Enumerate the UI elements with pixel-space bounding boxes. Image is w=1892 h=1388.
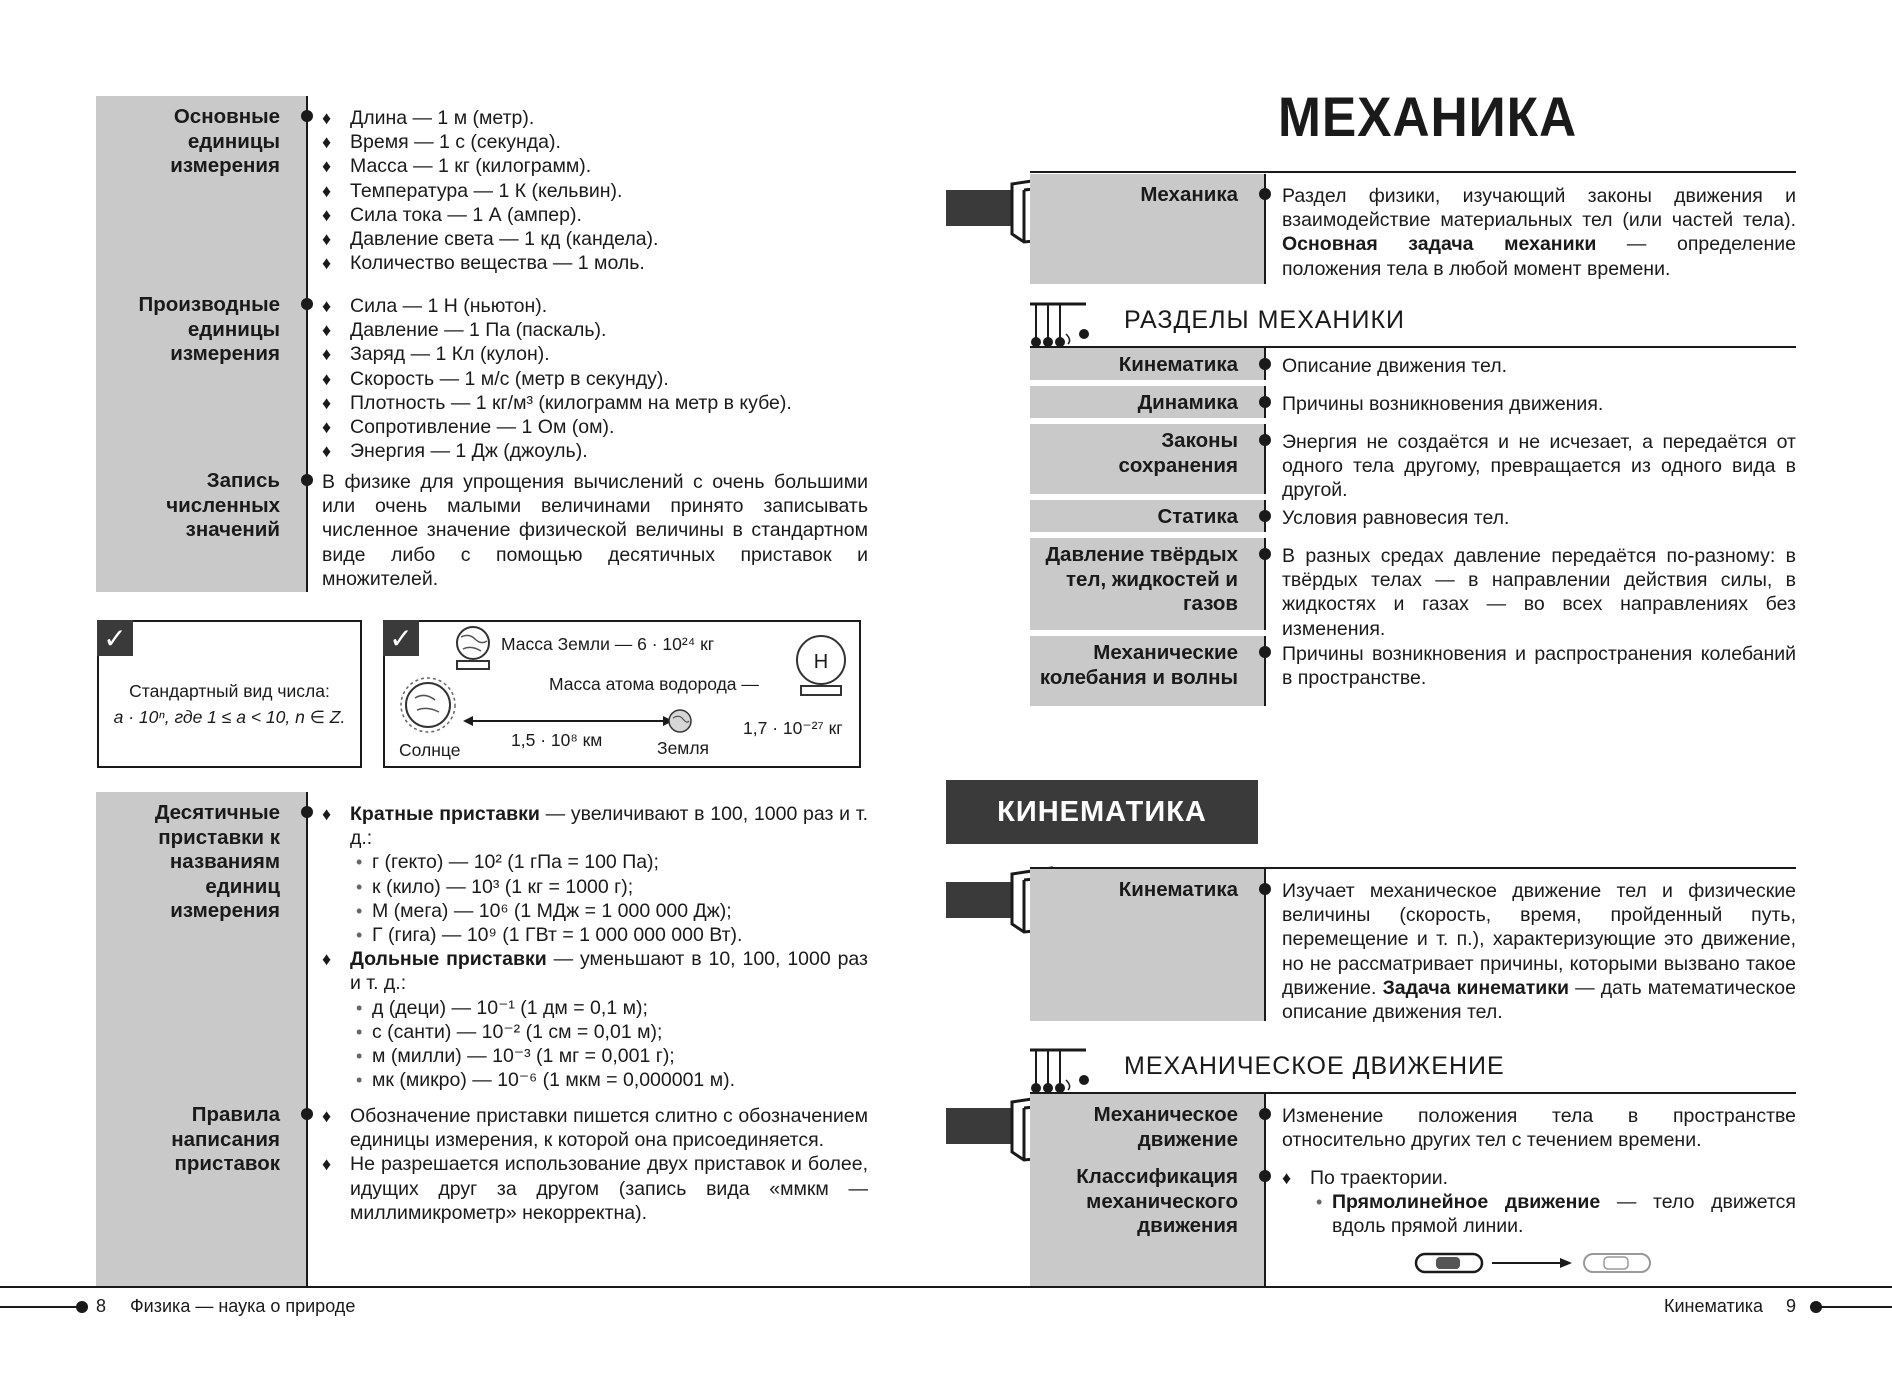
classification-label: Классификация механического движения xyxy=(1030,1156,1266,1286)
sun-label: Солнце xyxy=(399,740,461,760)
derived-units-block xyxy=(96,284,868,463)
list-item: ♦ Сила — 1 Н (ньютон). xyxy=(322,294,868,318)
bullet-dot-icon xyxy=(1257,1168,1273,1184)
list-item: ♦ Температура — 1 К (кельвин). xyxy=(322,179,868,203)
bullet-dot-icon xyxy=(1257,881,1273,897)
bullet-dot-icon xyxy=(299,804,315,820)
list-item: ♦ Скорость — 1 м/с (метр в секунду). xyxy=(322,367,868,391)
list-item: ♦ Количество вещества — 1 моль. xyxy=(322,251,868,275)
motion-text: Изменение положения тела в пространстве относительно других тел с течением времени. xyxy=(1282,1105,1796,1152)
kinematics-label: Кинематика xyxy=(1030,869,1266,1021)
section-row xyxy=(1030,538,1796,640)
prefix-rules-block xyxy=(96,1094,868,1286)
earth-label: Земля xyxy=(657,738,710,758)
basic-units-block xyxy=(96,96,868,284)
mechanics-top-rule xyxy=(1030,171,1796,173)
hydrogen-atom-scale-icon xyxy=(791,632,851,698)
standard-form-box xyxy=(97,620,362,768)
prefix-item: • д (деци) — 10⁻¹ (1 дм = 0,1 м); xyxy=(350,996,868,1020)
mechanics-text: Раздел физики, изучающий законы движения и взаимодействие материальных тел (или частей тела). Основная задача механики — определение положения тела в любой момент времени. xyxy=(1282,185,1796,280)
bullet-dot-icon xyxy=(1257,394,1273,410)
bullet-dot-icon xyxy=(1257,432,1273,448)
prefixes-content xyxy=(308,792,868,1094)
earth-mass-text: Масса Земли — 6 · 10²⁴ кг xyxy=(501,634,715,654)
hydrogen-mass-label: Масса атома водорода — xyxy=(549,674,759,694)
rectilinear-motion-item: • Прямолинейное движение — тело движется вдоль прямой линии. xyxy=(1310,1190,1796,1238)
list-item: ♦ Давление света — 1 кд (кандела). xyxy=(322,227,868,251)
standard-form-formula: a · 10ⁿ, где 1 ≤ a < 10, n ∈ Z. xyxy=(113,707,346,727)
spacer xyxy=(1030,284,1268,346)
checkmark-icon: ✓ xyxy=(383,620,419,656)
multiple-prefixes-list xyxy=(350,850,868,947)
bullet-dot-icon xyxy=(1257,508,1273,524)
footer-rule-right xyxy=(946,1286,1892,1288)
bullet-dot-icon xyxy=(299,1106,315,1122)
section-text: Причины возникновения движения. xyxy=(1282,393,1604,415)
car-motion-illustration-icon xyxy=(1412,1248,1656,1278)
prefixes-label: Десятичные приставки к названиям единиц измерения xyxy=(96,792,308,1094)
prefix-item: • мк (микро) — 10⁻⁶ (1 мкм = 0,000001 м). xyxy=(350,1068,868,1092)
mechanics-block xyxy=(1030,174,1796,284)
prefix-item: • к (кило) — 10³ (1 кг = 1000 г); xyxy=(350,875,868,899)
bullet-dot-icon xyxy=(299,472,315,488)
section-label: Кинематика xyxy=(1030,348,1266,380)
prefix-item: • с (санти) — 10⁻² (1 см = 0,01 м); xyxy=(350,1020,868,1044)
prefix-item: • г (гекто) — 10² (1 гПа = 100 Па); xyxy=(350,850,868,874)
bullet-dot-icon xyxy=(299,108,315,124)
footer-rule-left xyxy=(0,1286,946,1288)
basic-units-label: Основные единицы измерения xyxy=(96,96,308,284)
section-row xyxy=(1030,386,1796,418)
atom-symbol: H xyxy=(813,651,829,673)
list-item: ♦ Плотность — 1 кг/м³ (килограмм на метр в кубе). xyxy=(322,391,868,415)
mechanics-label: Механика xyxy=(1030,174,1266,284)
rule-item: ♦ Не разрешается использование двух приставок и более, идущих друг за другом (запись вида «ммкм — миллимикрометр» некорректна). xyxy=(322,1152,868,1225)
prefix-item: • м (милли) — 10⁻³ (1 мг = 0,001 г); xyxy=(350,1044,868,1068)
running-title-right: Кинематика xyxy=(1664,1296,1764,1316)
multiple-prefixes-item: ♦ Кратные приставки — увеличивают в 100, 1000 раз и т. д.: • г (гекто) — 10² (1 гПа = 100 Па); • к (кило) — 10³ (1 кг = 1000 г); • М (мега) — 10⁶ (1 МДж = 1 000 000 Дж); • Г (гига) — 10⁹ (1 ГВт = 1 000 000 000 Вт). xyxy=(322,802,868,947)
list-item: ♦ Сопротивление — 1 Ом (ом). xyxy=(322,415,868,439)
list-item: ♦ Давление — 1 Па (паскаль). xyxy=(322,318,868,342)
section-row xyxy=(1030,348,1796,380)
notation-text: В физике для упрощения вычислений с очень большими или очень малыми величинами принято записывать численное значение физической величины в стандартном виде либо с помощью десятичных приставок и множителей. xyxy=(322,471,868,590)
section-row xyxy=(1030,424,1796,502)
prefix-item: • Г (гига) — 10⁹ (1 ГВт = 1 000 000 000 Вт). xyxy=(350,923,868,947)
prefix-item: • М (мега) — 10⁶ (1 МДж = 1 000 000 Дж); xyxy=(350,899,868,923)
section-label: Законы сохранения xyxy=(1030,424,1266,494)
running-title-left: Физика — наука о природе xyxy=(130,1296,356,1316)
basic-units-list xyxy=(308,96,868,284)
notation-label: Запись численных значений xyxy=(96,460,308,592)
distance-arrow-icon xyxy=(463,714,673,728)
bullet-dot-icon xyxy=(1808,1299,1824,1315)
mass-examples-box xyxy=(383,620,861,768)
standard-form-caption: Стандартный вид числа: xyxy=(129,681,330,701)
prefixes-block xyxy=(96,792,868,1094)
bullet-dot-icon xyxy=(299,296,315,312)
page-number-right: 9 xyxy=(1786,1296,1797,1316)
motion-block xyxy=(1030,1094,1796,1156)
fractional-prefixes-item: ♦ Дольные приставки — уменьшают в 10, 100, 1000 раз и т. д.: • д (деци) — 10⁻¹ (1 дм = 0,1 м); • с (санти) — 10⁻² (1 см = 0,01 м); • м (милли) — 10⁻³ (1 мг = 0,001 г); • мк (микро) — 10⁻⁶ (1 мкм = 0,000001 м). xyxy=(322,947,868,1092)
notation-block xyxy=(96,460,868,592)
section-label: Механические колебания и волны xyxy=(1030,636,1266,706)
section-text: В разных средах давление передаётся по-разному: в твёрдых телах — в направлении действия силы, в жидкостях и газах — во всех направлениях без изменения. xyxy=(1282,545,1796,640)
prefix-rules-list xyxy=(308,1094,868,1286)
pendulum-icon xyxy=(1028,1046,1092,1096)
derived-units-label: Производные единицы измерения xyxy=(96,284,308,460)
bullet-dot-icon xyxy=(1257,186,1273,202)
kinematics-text: Изучает механическое движение тел и физические величины (скорость, время, пройденный путь, перемещение и т. п.), характеризующие это движение, но не рассматривает причины, которыми вызвано такое движение. Задача кинематики — дать математическое описание движения тел. xyxy=(1282,880,1796,1024)
hydrogen-mass-value: 1,7 · 10⁻²⁷ кг xyxy=(743,718,843,738)
section-text: Причины возникновения и распространения колебаний в пространстве. xyxy=(1282,643,1796,690)
fractional-prefixes-list xyxy=(350,996,868,1093)
trajectory-item: ♦ По траектории. • Прямолинейное движение — тело движется вдоль прямой линии. xyxy=(1282,1166,1796,1239)
kinematics-banner: КИНЕМАТИКА xyxy=(946,780,1258,844)
distance-text: 1,5 · 10⁸ км xyxy=(511,730,603,750)
footer-pointer-left xyxy=(0,1306,84,1308)
list-item: ♦ Энергия — 1 Дж (джоуль). xyxy=(322,439,868,463)
section-text: Условия равновесия тел. xyxy=(1282,507,1510,529)
page-number-left: 8 xyxy=(96,1296,107,1316)
section-label: Статика xyxy=(1030,500,1266,532)
motion-label: Механическое движение xyxy=(1030,1094,1266,1156)
prefix-rules-label: Правила написания приставок xyxy=(96,1094,308,1286)
kinematics-block xyxy=(1030,869,1796,1024)
section-text: Энергия не создаётся и не исчезает, а передаётся от одного тела другому, превращается из одного вида в другой. xyxy=(1282,431,1796,502)
motion-title: МЕХАНИЧЕСКОЕ ДВИЖЕНИЕ xyxy=(1124,1052,1505,1080)
list-item: ♦ Сила тока — 1 А (ампер). xyxy=(322,203,868,227)
list-item: ♦ Масса — 1 кг (килограмм). xyxy=(322,154,868,178)
list-item: ♦ Длина — 1 м (метр). xyxy=(322,106,868,130)
bullet-dot-icon xyxy=(1257,1106,1273,1122)
chapter-title: МЕХАНИКА xyxy=(1278,85,1578,148)
earth-icon xyxy=(667,708,693,734)
list-item: ♦ Время — 1 с (секунда). xyxy=(322,130,868,154)
list-item: ♦ Заряд — 1 Кл (кулон). xyxy=(322,342,868,366)
rule-item: ♦ Обозначение приставки пишется слитно с обозначением единицы измерения, к которой она присоединяется. xyxy=(322,1104,868,1152)
sections-title: РАЗДЕЛЫ МЕХАНИКИ xyxy=(1124,306,1405,334)
checkmark-icon: ✓ xyxy=(97,620,133,656)
bullet-dot-icon xyxy=(1257,644,1273,660)
section-label: Динамика xyxy=(1030,386,1266,418)
section-row xyxy=(1030,500,1796,532)
section-row xyxy=(1030,636,1796,706)
bullet-dot-icon xyxy=(1257,546,1273,562)
bullet-dot-icon xyxy=(1257,356,1273,372)
sun-icon xyxy=(397,674,459,736)
section-text: Описание движения тел. xyxy=(1282,355,1508,377)
earth-scale-icon xyxy=(451,623,495,673)
bullet-dot-icon xyxy=(74,1299,90,1315)
section-label: Давление твёрдых тел, жидкостей и газов xyxy=(1030,538,1266,630)
derived-units-list xyxy=(308,284,868,463)
